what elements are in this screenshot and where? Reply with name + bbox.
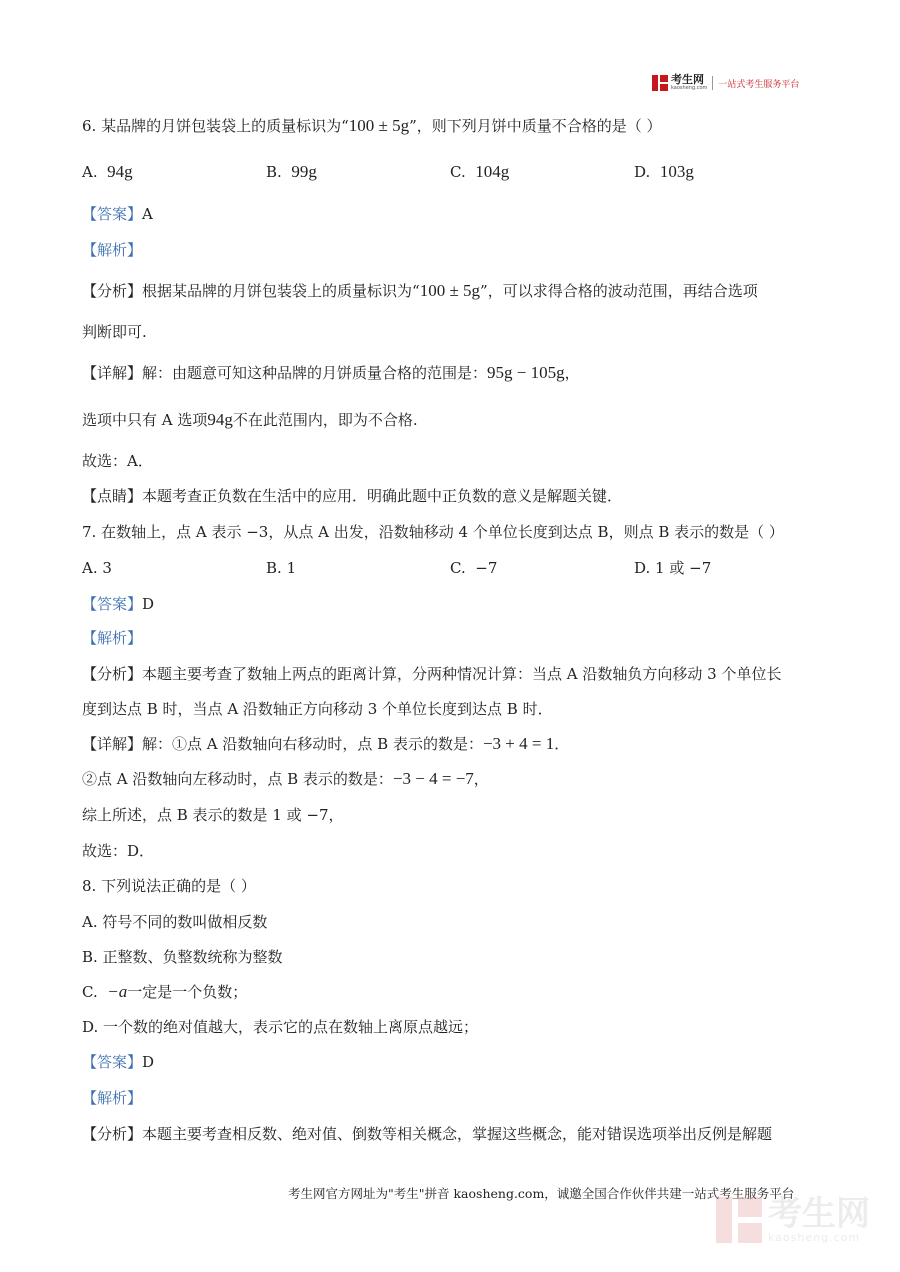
header-logo [652, 72, 799, 94]
logo-domain: kaosheng.com [671, 85, 708, 91]
q6-only-line [82, 410, 418, 430]
q6-analysis-tag: 【解析】 [82, 241, 143, 259]
q6-fenxi-text-b: ”，可以求得合格的波动范围，再结合选项 [480, 282, 758, 300]
q7-option-c [450, 558, 497, 578]
q7-option-d-value: 1 或 −7 [655, 559, 712, 577]
watermark-logo-icon [716, 1197, 762, 1243]
q8-option-c-text: 一定是一个负数； [127, 983, 248, 1001]
q6-only-text-b: 不在此范围内，即为不合格. [232, 411, 418, 429]
q6-fenxi-text-a: 根据某品牌的月饼包装袋上的质量标识为“ [142, 282, 420, 300]
q6-option-d [634, 162, 694, 182]
q6-fenxi-line2: 判断即可. [82, 323, 147, 341]
q8-answer [82, 1052, 154, 1072]
q6-stem [82, 116, 662, 136]
q7-xiangjie-tag: 【详解】 [82, 735, 143, 753]
q7-fenxi [82, 664, 781, 684]
logo-name: 考生网 [671, 73, 704, 86]
q7-option-b [266, 558, 296, 578]
q6-option-c [450, 162, 509, 182]
q7-case2-math: −3 − 4 = −7 [392, 769, 474, 788]
q6-xiangjie-math: 95g − 105g [487, 363, 565, 382]
q7-analysis-tag: 【解析】 [82, 629, 143, 647]
q7-xiangjie-text: 解：①点 A 沿数轴向右移动时，点 B 表示的数是： [142, 735, 483, 753]
q7-option-a-value: 3 [102, 559, 112, 577]
q8-fenxi-text: 本题主要考查相反数、绝对值、倒数等相关概念，掌握这些概念，能对错误选项举出反例是解题 [142, 1125, 773, 1143]
q7-option-d [634, 558, 711, 578]
q6-xiangjie-punct: ， [564, 364, 580, 382]
kaosheng-logo-icon [652, 75, 668, 91]
q6-xiangjie [82, 363, 580, 383]
q6-option-a [82, 162, 133, 182]
q8-option-c-letter: C. [82, 983, 98, 1001]
q7-answer [82, 594, 154, 614]
q8-fenxi-tag: 【分析】 [82, 1125, 143, 1143]
q7-option-c-letter: C. [450, 559, 466, 577]
q6-dianjing [82, 486, 622, 506]
watermark-domain: kaosheng.com [768, 1231, 861, 1244]
q8-analysis-tag: 【解析】 [82, 1089, 143, 1107]
q7-xiangjie [82, 734, 569, 754]
q7-option-b-letter: B. [266, 559, 282, 577]
q7-case2-punct: ， [473, 770, 489, 788]
q7-xiangjie-math: −3 + 4 = 1 [482, 734, 555, 753]
q6-dianjing-tag: 【点睛】 [82, 487, 143, 505]
q7-stem: 7. 在数轴上，点 A 表示 −3，从点 A 出发，沿数轴移动 4 个单位长度到达点 B，则点 B 表示的数是（ ） [82, 523, 784, 541]
q6-option-a-letter: A. [82, 163, 98, 181]
q8-option-b: B. 正整数、负整数统称为整数 [82, 948, 283, 966]
q8-option-c [82, 982, 247, 1002]
q6-option-b [266, 162, 317, 182]
q6-fenxi-math: 100 ± 5g [419, 281, 481, 300]
q7-option-b-value: 1 [286, 559, 297, 577]
q6-fenxi [82, 281, 758, 301]
logo-slogan: 一站式考生服务平台 [718, 79, 800, 90]
q6-stem-text-a: 6. 某品牌的月饼包装袋上的质量标识为“ [82, 117, 349, 135]
q8-option-d: D. 一个数的绝对值越大，表示它的点在数轴上离原点越远； [82, 1018, 479, 1036]
q7-summary: 综上所述，点 B 表示的数是 1 或 −7， [82, 806, 344, 824]
q8-option-a: A. 符号不同的数叫做相反数 [82, 913, 268, 931]
q8-fenxi [82, 1124, 772, 1144]
q7-case2 [82, 769, 489, 789]
page-footer: 考生网官方网址为"考生"拼音 kaosheng.com，诚邀全国合作伙伴共建一站式考生服务平台 [288, 1186, 795, 1201]
q6-option-d-letter: D. [634, 163, 651, 181]
q7-option-d-letter: D. [634, 559, 651, 577]
q6-option-b-value: 99g [291, 162, 317, 181]
q7-option-c-value: −7 [475, 559, 498, 577]
q7-fenxi-line2: 度到达点 B 时，当点 A 沿数轴正方向移动 3 个单位长度到达点 B 时． [82, 700, 553, 718]
watermark-name: 考生网 [768, 1194, 870, 1234]
q6-option-a-value: 94g [107, 162, 133, 181]
q7-answer-tag: 【答案】 [82, 595, 143, 613]
q6-answer-value: A [142, 205, 153, 223]
q8-option-c-math: −a [107, 982, 128, 1001]
q6-only-math: 94g [207, 410, 233, 429]
q6-option-c-value: 104g [475, 162, 510, 181]
q7-case2-text: ②点 A 沿数轴向左移动时，点 B 表示的数是： [82, 770, 393, 788]
q8-answer-value: D [142, 1053, 155, 1071]
q6-stem-text-b: ”，则下列月饼中质量不合格的是（ ） [409, 117, 662, 135]
q7-option-a-letter: A. [82, 559, 98, 577]
q7-option-a [82, 558, 112, 578]
q6-xiangjie-tag: 【详解】 [82, 364, 143, 382]
q7-choose: 故选：D． [82, 842, 155, 860]
q6-dianjing-text: 本题考查正负数在生活中的应用．明确此题中正负数的意义是解题关键． [142, 487, 623, 505]
q7-fenxi-tag: 【分析】 [82, 665, 143, 683]
logo-divider [712, 76, 713, 90]
q7-xiangjie-punct: ． [554, 735, 570, 753]
q6-answer-tag: 【答案】 [82, 205, 143, 223]
watermark [716, 1196, 870, 1244]
q6-choose: 故选：A． [82, 452, 153, 470]
q7-answer-value: D [142, 595, 155, 613]
q8-answer-tag: 【答案】 [82, 1053, 143, 1071]
q6-answer [82, 204, 153, 224]
q6-xiangjie-text: 解：由题意可知这种品牌的月饼质量合格的范围是： [142, 364, 488, 382]
q6-only-text-a: 选项中只有 A 选项 [82, 411, 208, 429]
q6-stem-math: 100 ± 5g [348, 116, 410, 135]
q6-option-c-letter: C. [450, 163, 466, 181]
q7-fenxi-text: 本题主要考查了数轴上两点的距离计算，分两种情况计算：当点 A 沿数轴负方向移动 3 个单位长 [142, 665, 782, 683]
q8-stem: 8. 下列说法正确的是（ ） [82, 877, 256, 895]
q6-option-d-value: 103g [659, 162, 694, 181]
q6-option-b-letter: B. [266, 163, 282, 181]
q6-fenxi-tag: 【分析】 [82, 282, 143, 300]
